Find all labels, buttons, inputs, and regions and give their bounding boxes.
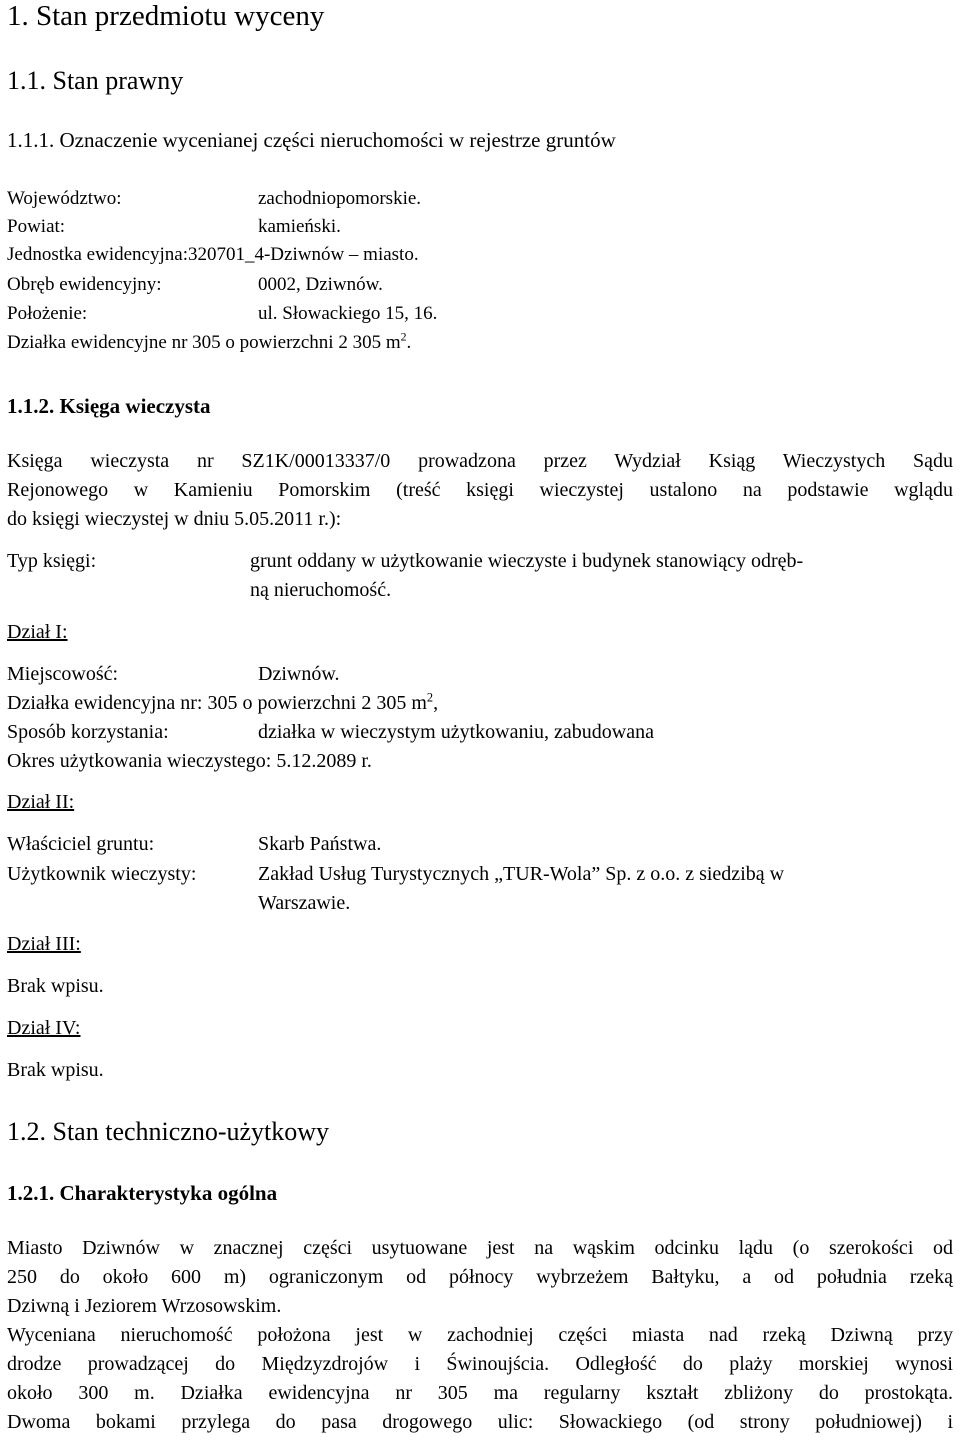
- wojewodztwo-label: Województwo:: [7, 188, 122, 209]
- area-superscript: 2: [426, 690, 434, 705]
- charakterystyka-line: Miasto Dziwnów w znacznej części usytuowane jest na wąskim odcinku lądu (o szerokości od: [7, 1237, 953, 1259]
- heading-stan-przedmiotu: 1. Stan przedmiotu wyceny: [7, 0, 325, 32]
- dzialka-kw-line: Działka ewidencyjna nr: 305 o powierzchni 2 305 $m^2$,: [7, 690, 439, 714]
- dzial-1-label: Dział I:: [7, 621, 68, 643]
- typ-ksiegi-value: grunt oddany w użytkowanie wieczyste i budynek stanowiący odręb-: [250, 550, 804, 572]
- uzytkownik-value-cont: Warszawie.: [258, 892, 351, 914]
- charakterystyka-line: Dwoma bokami przylega do pasa drogowego ulic: Słowackiego (od strony południowej) i: [7, 1411, 953, 1433]
- heading-oznaczenie: 1.1.1. Oznaczenie wycenianej części nieruchomości w rejestrze gruntów: [7, 128, 616, 152]
- heading-ksiega-wieczysta: 1.1.2. Księga wieczysta: [7, 394, 211, 418]
- obreb-value: 0002, Dziwnów.: [258, 274, 383, 295]
- powiat-value: kamieński.: [258, 216, 341, 237]
- jednostka-ewidencyjna: Jednostka ewidencyjna:320701_4-Dziwnów – miasto.: [7, 244, 419, 265]
- polozenie-label: Położenie:: [7, 303, 88, 324]
- dzial-3-value: Brak wpisu.: [7, 975, 104, 997]
- wojewodztwo-value: zachodniopomorskie.: [258, 188, 422, 209]
- dzialka-ewidencyjna-line: Działka ewidencyjne nr 305 o powierzchni 2 305 $m^2$.: [7, 330, 412, 353]
- kw-intro-line: Rejonowego w Kamieniu Pomorskim (treść księgi wieczystej ustalono na podstawie wglądu: [7, 479, 953, 501]
- charakterystyka-line: 250 do około 600 m) ograniczonym od północy wybrzeżem Bałtyku, a od południa rzeką: [7, 1266, 953, 1288]
- charakterystyka-line: Wyceniana nieruchomość położona jest w zachodniej części miasta nad rzeką Dziwną przy: [7, 1324, 953, 1346]
- dzial-2-label: Dział II:: [7, 791, 75, 813]
- heading-charakterystyka: 1.2.1. Charakterystyka ogólna: [7, 1181, 278, 1205]
- polozenie-value: ul. Słowackiego 15, 16.: [258, 303, 438, 324]
- dzial-4-value: Brak wpisu.: [7, 1059, 104, 1081]
- charakterystyka-line: około 300 m. Działka ewidencyjna nr 305 ma regularny kształt zbliżony do prostokąta.: [7, 1382, 953, 1404]
- heading-stan-prawny: 1.1. Stan prawny: [7, 66, 184, 95]
- sposob-korzystania-value: działka w wieczystym użytkowaniu, zabudowana: [258, 721, 654, 743]
- area-superscript: 2: [400, 330, 407, 344]
- obreb-label: Obręb ewidencyjny:: [7, 274, 162, 295]
- heading-stan-techniczny: 1.2. Stan techniczno-użytkowy: [7, 1117, 330, 1146]
- miejscowosc-value: Dziwnów.: [258, 663, 340, 685]
- sposob-korzystania-label: Sposób korzystania:: [7, 721, 169, 743]
- wlasciciel-value: Skarb Państwa.: [258, 833, 382, 855]
- dzial-4-label: Dział IV:: [7, 1017, 81, 1039]
- typ-ksiegi-value-cont: ną nieruchomość.: [250, 579, 392, 601]
- charakterystyka-line: drodze prowadzącej do Międzyzdrojów i Świnoujścia. Odległość do plaży morskiej wynosi: [7, 1353, 953, 1375]
- wlasciciel-label: Właściciel gruntu:: [7, 833, 155, 855]
- okres-uzytkowania: Okres użytkowania wieczystego: 5.12.2089 r.: [7, 750, 372, 772]
- powiat-label: Powiat:: [7, 216, 66, 237]
- typ-ksiegi-label: Typ księgi:: [7, 550, 97, 572]
- kw-intro-line: do księgi wieczystej w dniu 5.05.2011 r.):: [7, 508, 342, 530]
- miejscowosc-label: Miejscowość:: [7, 663, 119, 685]
- uzytkownik-label: Użytkownik wieczysty:: [7, 863, 197, 885]
- kw-intro-line: Księga wieczysta nr SZ1K/00013337/0 prowadzona przez Wydział Ksiąg Wieczystych Sądu: [7, 450, 953, 472]
- charakterystyka-line: Dziwną i Jeziorem Wrzosowskim.: [7, 1295, 282, 1317]
- dzial-3-label: Dział III:: [7, 933, 81, 955]
- uzytkownik-value: Zakład Usług Turystycznych „TUR-Wola” Sp. z o.o. z siedzibą w: [258, 863, 785, 885]
